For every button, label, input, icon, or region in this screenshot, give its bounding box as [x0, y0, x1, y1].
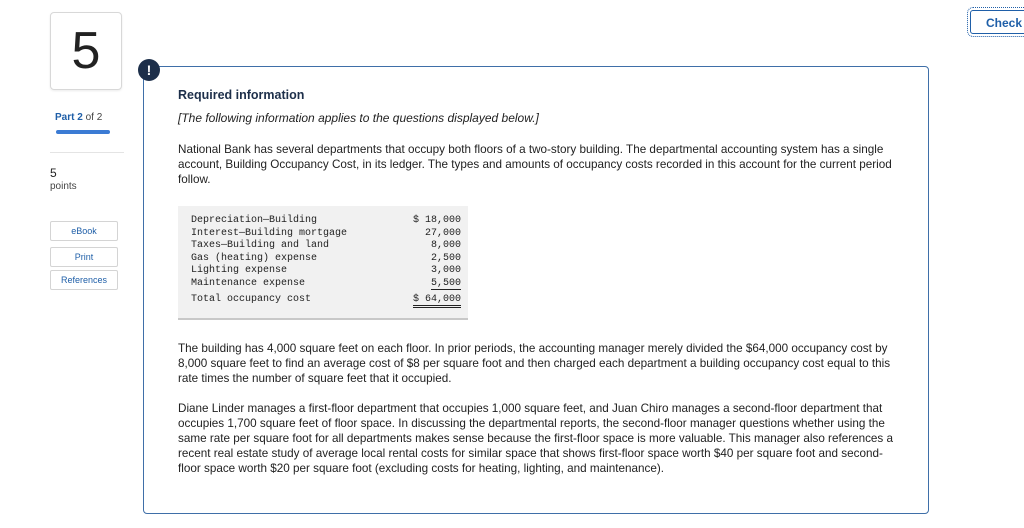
table-row [191, 240, 461, 253]
table-row [191, 265, 461, 278]
table-row [191, 215, 461, 228]
cost-amount [411, 228, 461, 241]
part-prefix: Part [55, 112, 75, 123]
cost-amount [411, 215, 461, 228]
cost-table [191, 215, 461, 306]
cost-amount-value: 5,500 [430, 277, 461, 289]
cost-amount-value: 3,000 [430, 265, 461, 277]
total-amount [411, 291, 461, 307]
cost-label: Interest—Building mortgage [191, 227, 348, 239]
card-note: [The following information applies to the questions displayed below.] [178, 111, 539, 125]
check-button[interactable]: Check [970, 10, 1024, 34]
question-number: 5 [50, 12, 122, 90]
ebook-button[interactable]: eBook [50, 221, 118, 241]
occupancy-cost-table [178, 206, 468, 320]
cost-amount-value: 27,000 [424, 227, 461, 239]
part-indicator [55, 112, 102, 123]
cost-amount-value: 8,000 [430, 240, 461, 252]
total-amount-value: $ 64,000 [413, 294, 461, 308]
cost-amount [411, 240, 461, 253]
part-progress-bar [56, 130, 110, 134]
cost-label: Maintenance expense [191, 277, 306, 289]
cost-label: Depreciation—Building [191, 215, 318, 226]
cost-amount-value: 2,500 [430, 252, 461, 264]
points-value: 5 [50, 166, 57, 180]
sidebar-divider [50, 152, 124, 153]
print-button[interactable]: Print [50, 247, 118, 267]
intro-paragraph: National Bank has several departments that occupy both floors of a two-story building. The departmental accounting system has a single account, Building Occupancy Cost, in its ledger. The types and amounts of occupancy costs recorded in this account for the current period follow. [178, 143, 892, 186]
table-row [191, 228, 461, 241]
paragraph-manager-discussion: Diane Linder manages a first-floor department that occupies 1,000 square feet, and Juan Chiro manages a second-floor department that occupies 1,700 square feet of floor space. In discussing the departmental reports, the second-floor manager questions whether using the same rate per square foot for all departments makes sense because the first-floor space is more valuable. This manager also references a recent real estate study of average local rental costs for similar space that shows first-floor space worth $40 per square foot and second-floor space worth $20 per square foot (excluding costs for heating, lighting, and maintenance). [178, 402, 894, 475]
references-button[interactable]: References [50, 270, 118, 290]
paragraph-building-cost: The building has 4,000 square feet on each floor. In prior periods, the accounting manager merely divided the $64,000 occupancy cost by 8,000 square feet to find an average cost of $8 per square foot and then charged each department a building occupancy cost equal to this rate times the number of square feet that it occupied. [178, 342, 891, 385]
part-current: 2 [77, 112, 83, 123]
cost-amount [411, 253, 461, 266]
total-label: Total occupancy cost [191, 293, 312, 305]
cost-amount [411, 265, 461, 278]
cost-label: Taxes—Building and land [191, 240, 330, 252]
table-row [191, 253, 461, 266]
points-label: points [50, 181, 77, 192]
card-title: Required information [178, 88, 305, 102]
cost-amount-value: $ 18,000 [412, 215, 461, 226]
cost-amount [411, 278, 461, 291]
table-row [191, 278, 461, 291]
part-total: of 2 [85, 112, 103, 123]
cost-label: Gas (heating) expense [191, 252, 318, 264]
alert-icon: ! [138, 59, 160, 81]
cost-label: Lighting expense [191, 265, 288, 277]
total-row [191, 291, 461, 307]
